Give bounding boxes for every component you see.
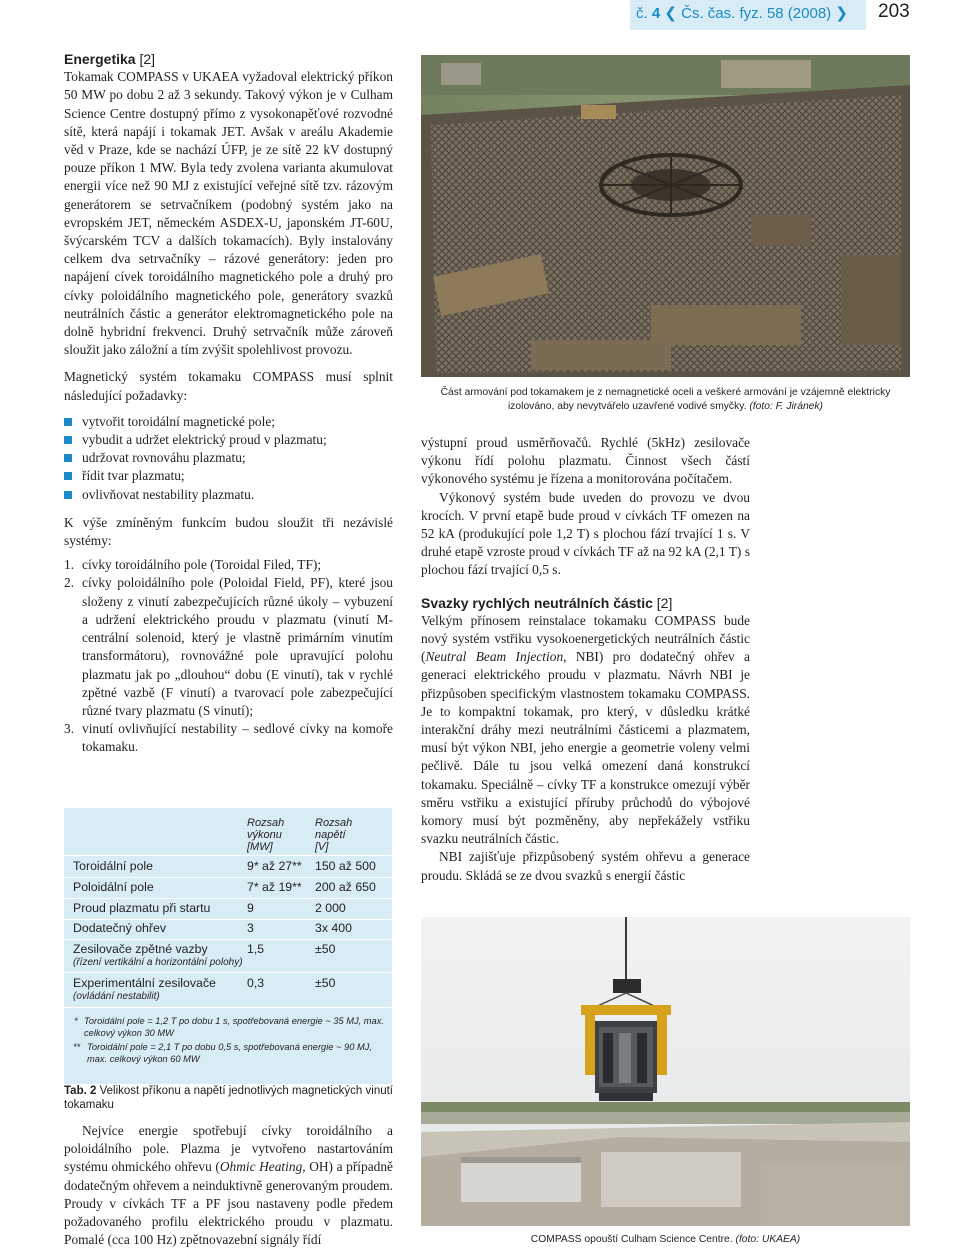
left-column: [64, 50, 393, 757]
text-run-italic: Ohmic Heating: [219, 1159, 303, 1175]
left-bottom-column: [64, 1122, 393, 1249]
systems-list: [64, 556, 393, 756]
row-power: 9: [247, 901, 254, 915]
square-bullet-icon: [64, 454, 72, 462]
square-bullet-icon: [64, 491, 72, 499]
numbered-item: [64, 556, 393, 574]
list-item: [64, 431, 393, 449]
item-text: vinutí ovlivňující nestability – sedlové cívky na komoře tokamaku.: [82, 721, 393, 755]
text-run-italic: Neutral Beam Injection: [425, 649, 564, 665]
chevron-right-icon: ❯: [835, 5, 848, 22]
row-name: Experimentální zesilovače: [73, 976, 216, 990]
item-text: cívky toroidálního pole (Toroidal Filed, TF);: [82, 557, 322, 573]
issue-number: 4: [651, 5, 661, 22]
caption-credit: (foto: F. Jiránek): [749, 401, 823, 412]
row-voltage: ±50: [315, 942, 336, 956]
table-divider: [64, 972, 392, 973]
paragraph-nbi-heating: NBI zajišťuje přizpůsobený systém ohřevu a generace proudu. Skládá se ze dvou svazků s energií částic: [421, 849, 750, 883]
text-run: , NBI) pro dodatečný ohřev a generaci elektrického proudu v plazmatu. Návrh NBI je přizpůsoben specifickým vlastnostem tokamaku COMPASS. Je to kompaktní tokamak, pro který, v důsledku krátké interakční dráhy mezi neutrálními částicemi a plazmatem, musí být výkon NBI, jeho energie a geometrie voleny velmi pečlivě. Dále tu jsou velká omezení daná konstrukcí tokamaku. Speciálně – cívky TF a konstrukce omezují výběr směru vstřiku a existující příruby průchodů do výbojové komory musí být pozměněny, aby nepřekážely vstřiku svazku neutrálních částic.: [421, 649, 750, 847]
issue-label: č.: [636, 5, 648, 22]
crane-photo: [421, 917, 910, 1226]
table-caption-label: Tab. 2: [64, 1085, 97, 1097]
chevron-left-icon: ❮: [664, 5, 677, 22]
square-bullet-icon: [64, 472, 72, 480]
page-header: [0, 0, 960, 30]
list-item: [64, 467, 393, 485]
footnote-mark: *: [74, 1016, 78, 1026]
row-voltage: ±50: [315, 976, 336, 990]
construction-photo-image: [421, 55, 910, 377]
item-number: 2.: [64, 575, 75, 591]
row-power: 7* až 19**: [247, 880, 302, 894]
table-caption: [64, 1084, 394, 1112]
list-item-text: řídit tvar plazmatu;: [82, 468, 185, 484]
list-item: [64, 449, 393, 467]
right-column: [421, 434, 750, 885]
paragraph-consumption: [64, 1122, 393, 1249]
table-divider: [64, 1007, 392, 1008]
journal-name: Čs. čas. fyz. 58 (2008): [681, 5, 832, 22]
heading-text: Energetika: [64, 51, 136, 67]
numbered-item: [64, 720, 393, 756]
caption-text: Část armování pod tokamakem je z nemagnetické oceli a veškeré armování je vzájemně elektricky izolováno, aby nevytvářelo uzavřené vodivé smyčky.: [440, 387, 891, 412]
row-power: 0,3: [247, 976, 265, 990]
square-bullet-icon: [64, 436, 72, 444]
paragraph-magnetic-intro: Magnetický systém tokamaku COMPASS musí splnit následující požadavky:: [64, 369, 393, 403]
list-item: [64, 486, 393, 504]
footnote-mark: **: [73, 1042, 81, 1052]
table-divider: [64, 855, 392, 856]
section-heading-nbi: [421, 594, 750, 612]
construction-photo: [421, 55, 910, 377]
paragraph-energy: Tokamak COMPASS v UKAEA vyžadoval elektrický příkon 50 MW po dobu 2 až 3 sekundy. Takový výkon je v Culham Science Centre dostupný přímo z vysokonapěťové rozvodné sítě, která napájí i tokamak JET. Avšak v areálu Akademie věd v Praze, kde se nachází ÚFP, je ze sítě 22 kV dostupný pouze příkon 1 MW. Byla tedy zvolena varianta akumulovat energii více než 90 MJ z existující veřejné sítě tzv. rázovým generátorem se setrvačníkem (podobný systém jako na evropském JET, německém ASDEX-U, japonském JT-60U, švýcarském TCV a dalších tokamacích). Byly instalovány celkem dva setrvačníky – rázové generátory: jeden pro napájení cívek toroidálního magnetického pole a druhý pro cívky poloidálního magnetického pole, generátory svazků neutrálních částic a generátor elektromagnetického pole na dolně hybridní frekvenci. Druhý setrvačník může zároveň sloužit jako záložní a tím zvýšit spolehlivost provozu.: [64, 69, 393, 358]
row-subtitle: (ovládání nestabilit): [73, 991, 160, 1002]
journal-issue: [636, 4, 848, 22]
text-run: , OH) a případně dodatečným ohřevem a neinduktivně generovaným proudem. Proudy v cívkách TF a PF jsou nastaveny podle předem požadovaného profilu elektrického proudu v plazmatu. Pomalé (cca 100 Hz) zpětnovazební signály řídí: [64, 1159, 393, 1248]
paragraph-power-stages: Výkonový systém bude uveden do provozu ve dvou krocích. V první etapě bude proud v cívkách TF omezen na 52 kA (produkující pole 1,2 T) s plochou fází trvající 1 s. V druhé etapě vzroste proud v cívkách TF až na 92 kA (2,1 T) s plochou fází trvající 0,5 s.: [421, 489, 750, 578]
table-divider: [64, 939, 392, 940]
paragraph-amplifiers: výstupní proud usměrňovačů. Rychlé (5kHz) zesilovače výkonu řídí polohu plazmatu. Činnost všech částí výkonového systému je řízena a monitorována počítačem.: [421, 435, 750, 487]
list-item: [64, 413, 393, 431]
footnote-text: Toroidální pole = 2,1 T po dobu 0,5 s, spotřebovaná energie ~ 90 MJ, max. celkový výkon 60 MW: [87, 1042, 372, 1064]
numbered-item: [64, 574, 393, 720]
crane-photo-image: [421, 917, 910, 1226]
row-subtitle: (řízení vertikální a horizontální polohy): [73, 957, 243, 968]
row-name: Poloidální pole: [73, 880, 154, 894]
power-table: [64, 808, 392, 1084]
caption-text: COMPASS opouští Culham Science Centre.: [530, 1234, 733, 1245]
list-item-text: vytvořit toroidální magnetické pole;: [82, 413, 276, 429]
row-power: 3: [247, 921, 254, 935]
item-number: 1.: [64, 557, 75, 573]
row-name: Proud plazmatu při startu: [73, 901, 211, 915]
table-header-power: Rozsah výkonu [MW]: [247, 817, 285, 853]
row-power: 9* až 27**: [247, 859, 302, 873]
footnote-text: Toroidální pole = 1,2 T po dobu 1 s, spotřebovaná energie ~ 35 MJ, max. celkový výkon 30 MW: [84, 1016, 384, 1038]
table-divider: [64, 898, 392, 899]
heading-reference: [2]: [135, 51, 156, 67]
photo2-caption: [421, 1233, 910, 1247]
text-run: Velkým přínosem reinstalace tokamaku COMPASS bude nový systém vstřiku vysokoenergetických neutrálních částic (: [421, 612, 750, 665]
list-item-text: vybudit a udržet elektrický proud v plazmatu;: [82, 432, 327, 448]
table-footnote-2: [73, 1041, 384, 1065]
row-voltage: 2 000: [315, 901, 346, 915]
table-divider: [64, 877, 392, 878]
row-name: Toroidální pole: [73, 859, 153, 873]
list-item-text: udržovat rovnováhu plazmatu;: [82, 450, 246, 466]
photo1-caption: [421, 386, 910, 414]
row-voltage: 150 až 500: [315, 859, 376, 873]
page-number: 203: [878, 1, 910, 22]
row-name: Zesilovače zpětné vazby: [73, 942, 208, 956]
paragraph-nbi: [421, 612, 750, 849]
item-number: 3.: [64, 721, 75, 737]
table-footnote-1: [74, 1015, 384, 1039]
section-heading-energetika: [64, 50, 393, 68]
heading-text: Svazky rychlých neutrálních částic: [421, 594, 653, 611]
table-divider: [64, 919, 392, 920]
row-power: 1,5: [247, 942, 265, 956]
row-voltage: 200 až 650: [315, 880, 376, 894]
row-name: Dodatečný ohřev: [73, 921, 166, 935]
heading-reference: [2]: [652, 594, 673, 611]
caption-credit: (foto: UKAEA): [735, 1234, 801, 1245]
row-voltage: 3x 400: [315, 921, 352, 935]
square-bullet-icon: [64, 418, 72, 426]
requirements-list: [64, 413, 393, 504]
item-text: cívky poloidálního pole (Poloidal Field, PF), které jsou složeny z vinutí zabezpečujících různé úkoly – vybuzení a udržení elektrického proudu v plazmatu (vinutí M-centrální solenoid, který je vlastně primárním vinutím transformátoru), rovnovážné pole upravující polohu plazmatu jak po „dlouhou“ dobu (E vinutí), tak v rychlé zpětné vazbě (F vinutí) a tvarovací pole zabezpečující různé tvary plazmatu (S vinutí);: [82, 575, 393, 718]
table-header-voltage: Rozsah napětí [V]: [315, 817, 353, 853]
paragraph-systems-intro: K výše zmíněným funkcím budou sloužit tři nezávislé systémy:: [64, 514, 393, 549]
list-item-text: ovlivňovat nestability plazmatu.: [82, 486, 255, 502]
text-run: Nejvíce energie spotřebují cívky toroidálního a poloidálního pole. Plazma je vytvořeno nastartováním systému ohmického ohřevu (: [64, 1123, 393, 1175]
table-caption-text: Velikost příkonu a napětí jednotlivých magnetických vinutí tokamaku: [64, 1085, 394, 1111]
